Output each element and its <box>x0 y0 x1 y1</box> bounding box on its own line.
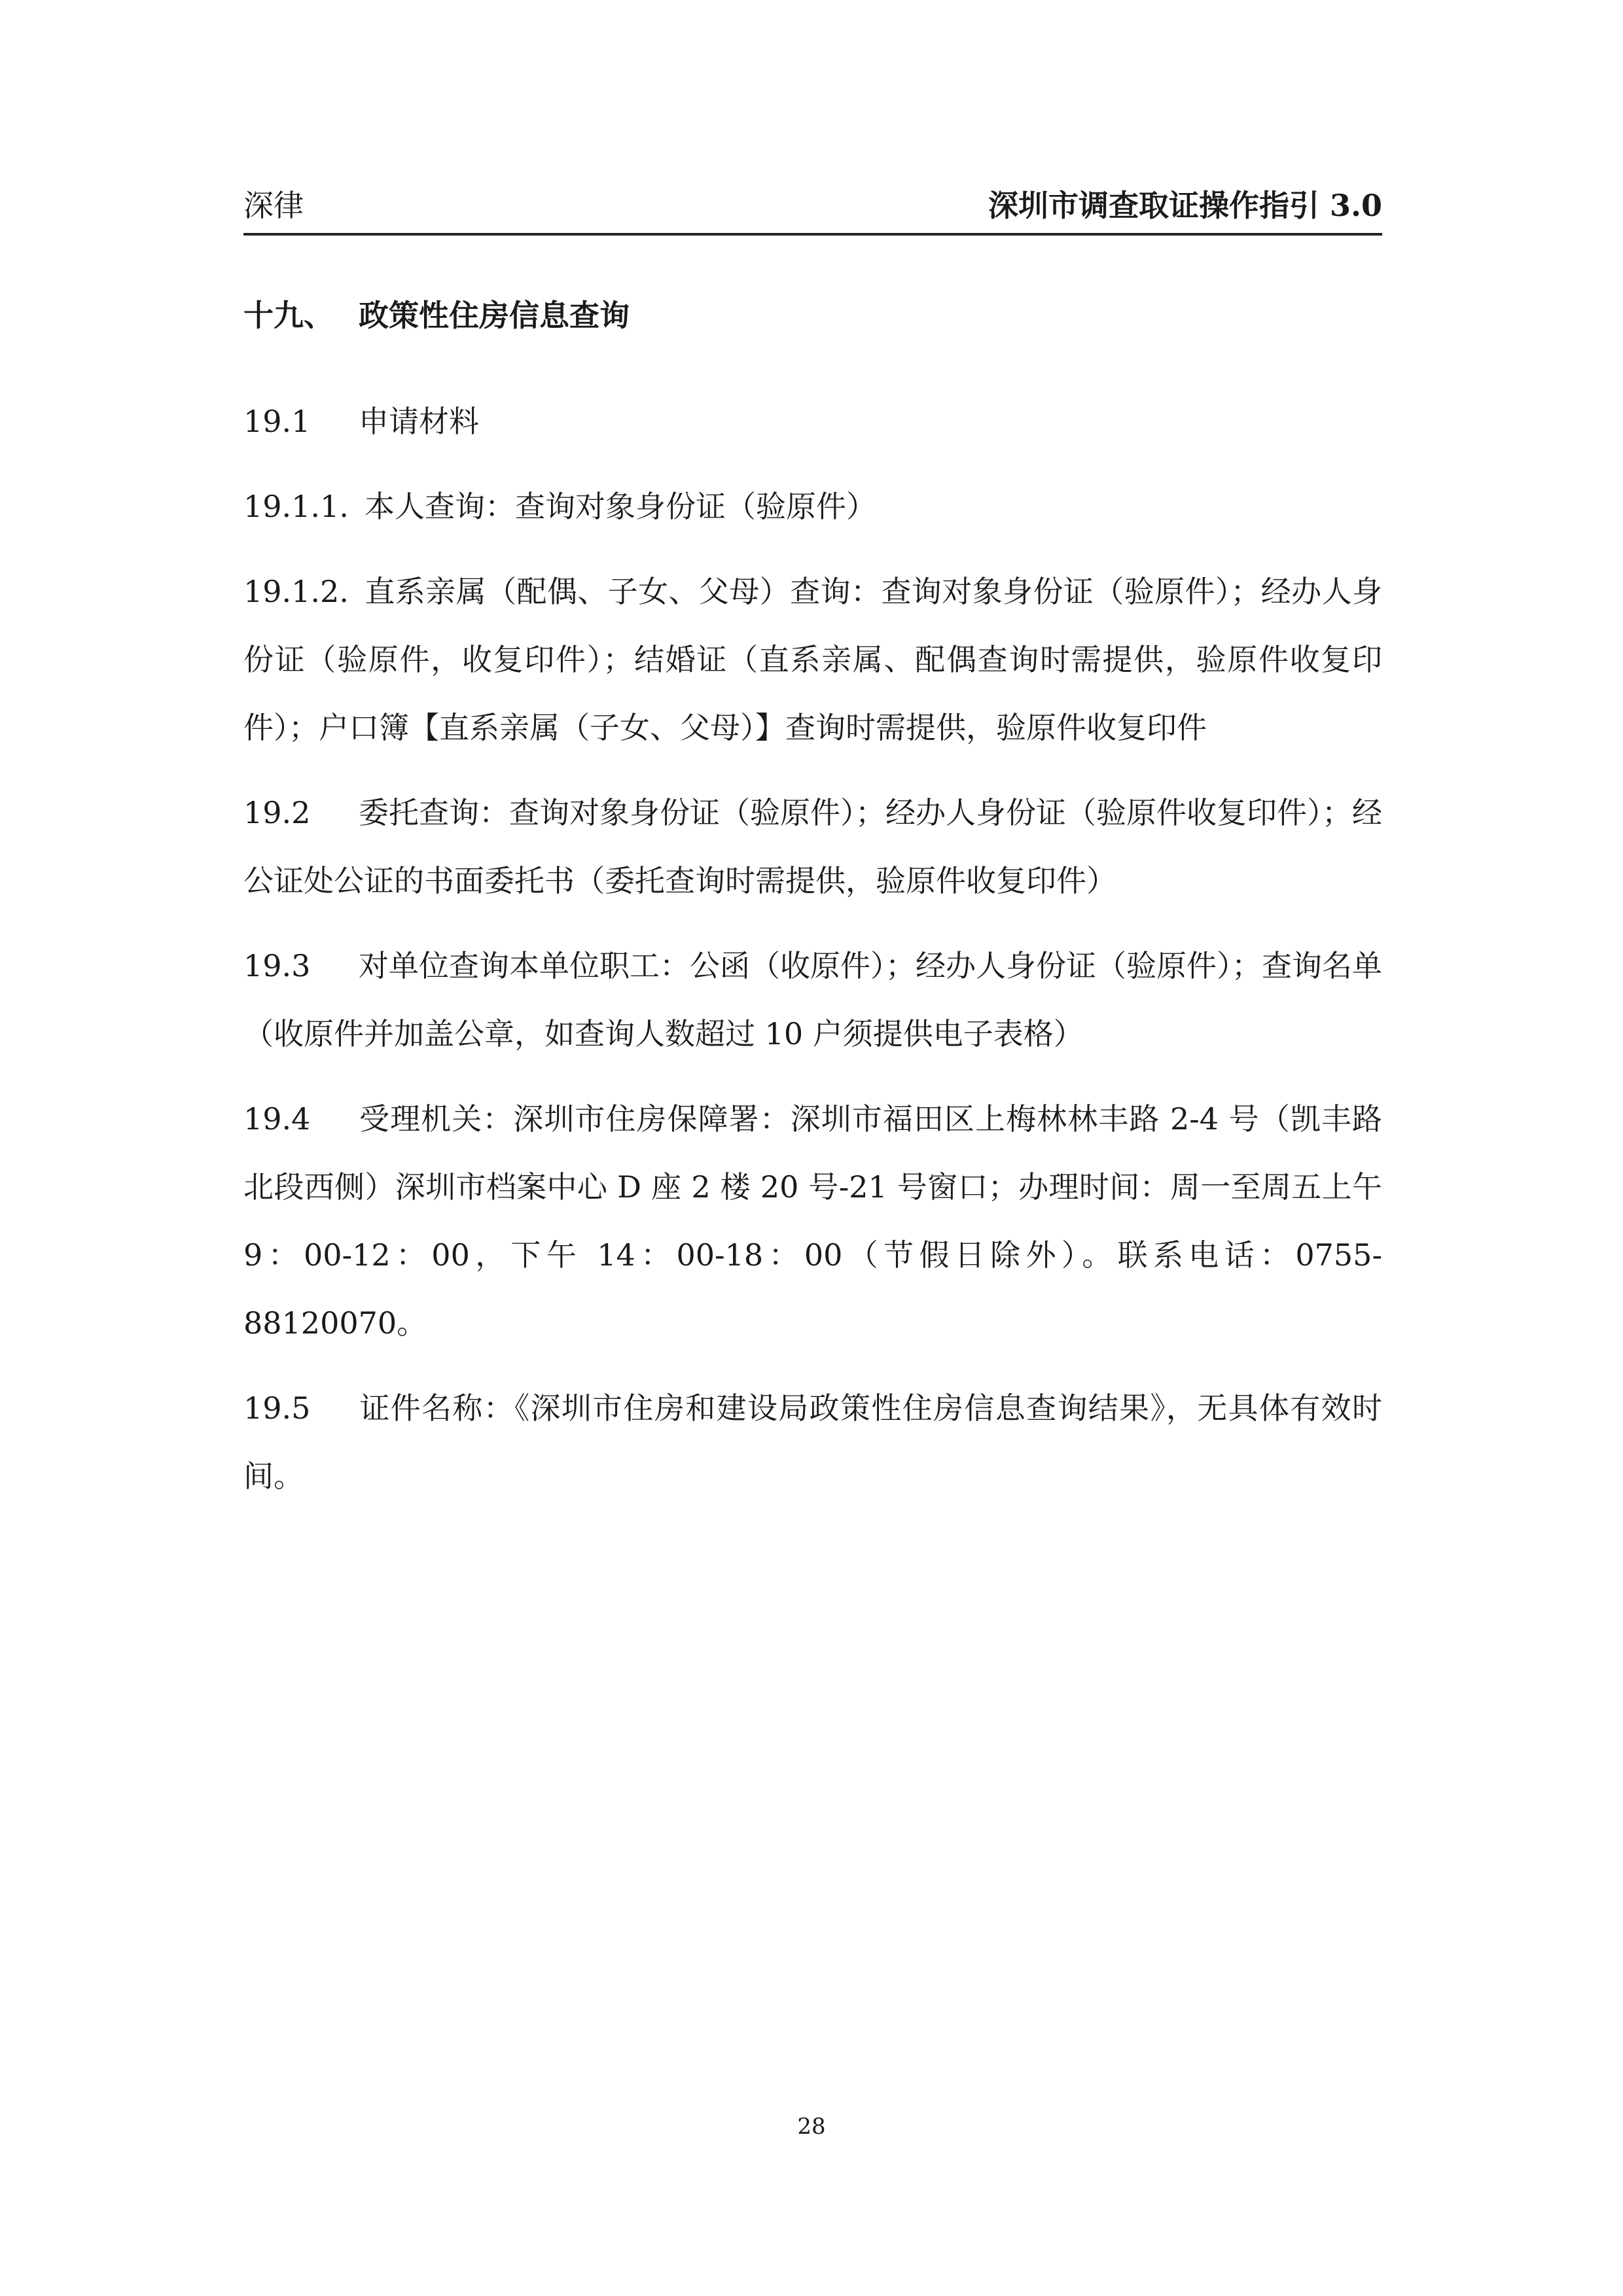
section-title: 政策性住房信息查询 <box>359 298 630 333</box>
paragraph-text: 本人查询：查询对象身份证（验原件） <box>364 489 876 525</box>
paragraph-number: 19.2 <box>243 795 311 831</box>
page-number: 28 <box>797 2113 826 2140</box>
header-left-text: 深律 <box>243 188 304 223</box>
paragraph-19-1-1 <box>243 472 1382 540</box>
paragraph-19-5 <box>243 1374 1382 1510</box>
paragraph-text: 证件名称：《深圳市住房和建设局政策性住房信息查询结果》，无具体有效时间。 <box>243 1390 1382 1494</box>
paragraph-19-3 <box>243 932 1382 1068</box>
paragraph-19-1 <box>243 387 1382 455</box>
paragraph-19-1-2 <box>243 557 1382 762</box>
paragraph-text: 受理机关：深圳市住房保障署：深圳市福田区上梅林林丰路 2-4 号（凯丰路北段西侧）深圳市档案中心 D 座 2 楼 20 号-21 号窗口；办理时间：周一至周五上午 9：00-12：00，下午 14：00-18：00（节假日除外）。联系电话：0755-88120070。 <box>243 1101 1382 1341</box>
paragraph-number: 19.1.2. <box>243 574 349 610</box>
paragraph-number: 19.4 <box>243 1101 311 1137</box>
paragraph-text: 对单位查询本单位职工：公函（收原件）；经办人身份证（验原件）；查询名单（收原件并加盖公章，如查询人数超过 10 户须提供电子表格） <box>243 948 1382 1052</box>
paragraph-text: 申请材料 <box>359 404 479 440</box>
paragraph-19-2 <box>243 779 1382 915</box>
paragraph-text: 委托查询：查询对象身份证（验原件）；经办人身份证（验原件收复印件）；经公证处公证的书面委托书（委托查询时需提供，验原件收复印件） <box>243 795 1382 899</box>
paragraph-number: 19.1 <box>243 404 311 440</box>
document-body <box>243 294 1382 1527</box>
paragraph-number: 19.5 <box>243 1390 311 1426</box>
section-number: 十九、 <box>243 298 334 333</box>
paragraph-19-4 <box>243 1085 1382 1357</box>
header-right-title: 深圳市调查取证操作指引 3.0 <box>988 188 1382 223</box>
paragraph-number: 19.1.1. <box>243 489 349 525</box>
paragraph-text: 直系亲属（配偶、子女、父母）查询：查询对象身份证（验原件）；经办人身份证（验原件，收复印件）；结婚证（直系亲属、配偶查询时需提供，验原件收复印件）；户口簿【直系亲属（子女、父母）】查询时需提供，验原件收复印件 <box>243 574 1382 746</box>
section-heading <box>243 294 1382 336</box>
page-header <box>243 183 1382 236</box>
paragraph-number: 19.3 <box>243 948 311 984</box>
